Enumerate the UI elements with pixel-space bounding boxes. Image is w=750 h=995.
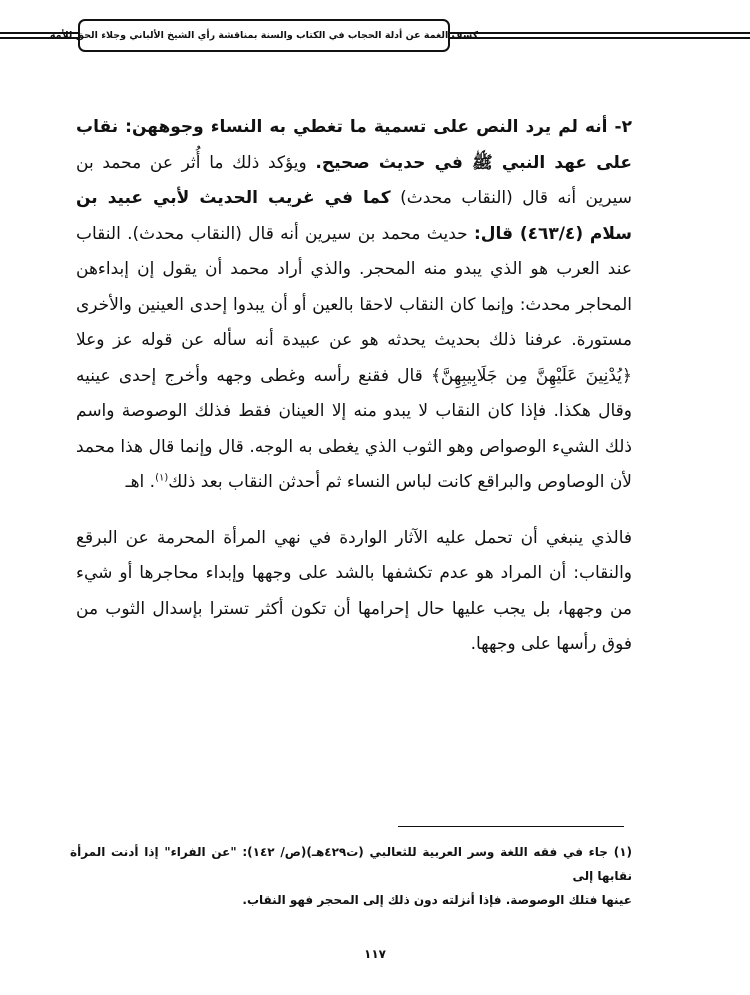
ibn-sirin-quote: ويؤكد ذلك ما أُثر عن محمد بن سيرين أنه قال (النقاب محدث): [76, 152, 632, 208]
running-header: [49, 19, 479, 52]
footnote: [70, 840, 632, 912]
main-text: [76, 110, 632, 663]
source-citation: كما في غريب الحديث لأبي عبيد بن سلام (٤٦٣/٤) قال:: [76, 188, 632, 244]
footnote-ref: (١): [155, 472, 169, 484]
footnote-line-1: (١) جاء في فقه اللغة وسر العربية للثعالبي (ت٤٢٩هـ)(ص/ ١٤٢): "عن الفراء" إذا أدنت المرأة نقابها إلى: [70, 845, 632, 883]
paragraph-2: فالذي ينبغي أن تحمل عليه الآثار الواردة في نهي المرأة المحرمة عن البرقع والنقاب: أن المراد هو عدم تكشفها بالشد على وجهها وإبداء محاجرها أو شيء من وجهها، بل يجب عليها حال إحرامها أن تكون أكثر تسترا بإسدال الثوب من فوق رأسها على وجهها.: [76, 527, 632, 654]
quote-end: . اهـ: [125, 472, 156, 492]
hadith-explanation: حديث محمد بن سيرين أنه قال (النقاب محدث). النقاب عند العرب هو الذي يبدو منه المحجر. والذي أراد محمد أن يقول إن إبداءهن المحاجر محدث: وإنما كان النقاب لاحقا بالعين أو أن يبدوا إحدى العينين والأخرى مستورة.: [76, 223, 632, 350]
page-number: ١١٧: [364, 947, 386, 961]
point-2-heading: ٢- أنه لم يرد النص على تسمية ما تغطي به النساء وجوههن: نقاب على عهد النبي ﷺ في حديث صحيح.: [76, 117, 632, 173]
footnote-separator: [398, 826, 624, 827]
ubaydah-narration: عرفنا ذلك بحديث يحدثه هو عن عبيدة أنه سأله عن قوله عز وعلا ﴿يُدْنِينَ عَلَيْهِنَّ مِن جَلَابِيبِهِنَّ﴾ قال فقنع رأسه وغطى وجهه وأخرج إحدى عينيه وقال هكذا. فإذا كان النقاب لا يبدو منه إلا العينان فقط فذلك الوصوصة واسم ذلك الشيء الوصواص وهو الثوب الذي يغطى به الوجه. قال وإنما قال هذا محمد لأن الوصاوص والبراقع كانت لباس النساء ثم أحدثن النقاب بعد ذلك: [76, 330, 632, 492]
footnote-line-2: عينها فتلك الوصوصة. فإذا أنزلته دون ذلك إلى المحجر فهو النقاب.: [242, 893, 632, 907]
running-title: كشف الغمة عن أدلة الحجاب في الكتاب والسنة بمناقشة رأي الشيخ الألباني وجلاء الحق للأمة: [49, 30, 479, 41]
paragraph-1: [76, 110, 632, 501]
